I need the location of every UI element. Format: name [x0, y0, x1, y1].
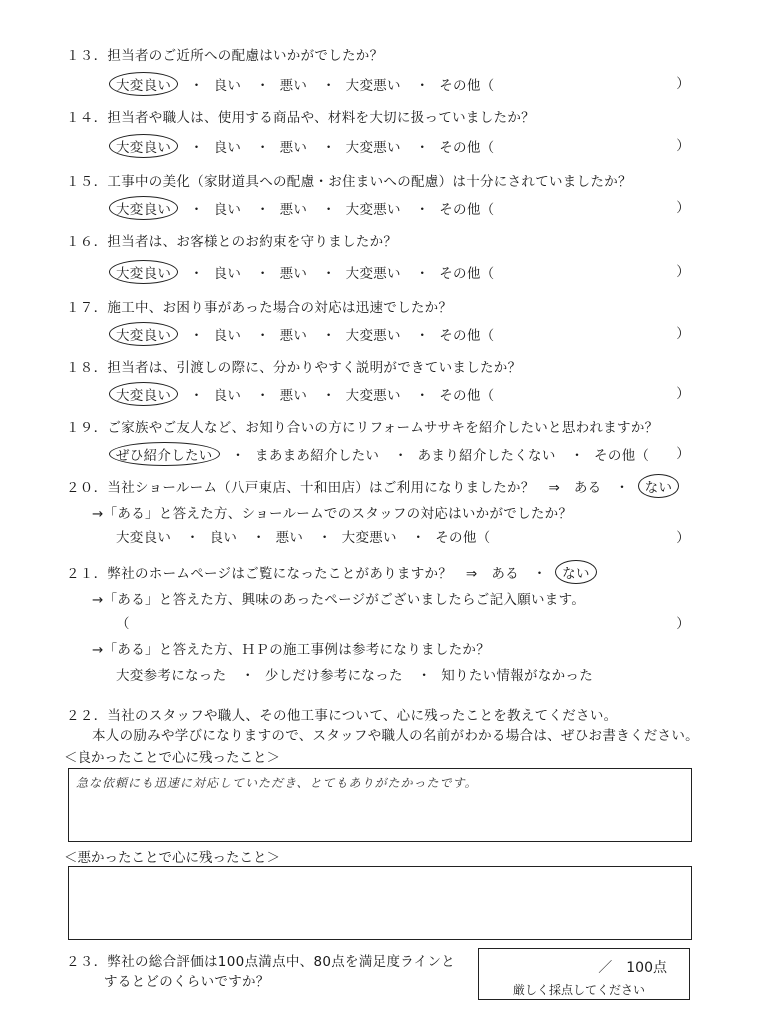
open-paren: （: [116, 616, 130, 632]
option[interactable]: 悪い: [279, 78, 308, 94]
options-20: 大変良い ・ 良い ・ 悪い ・ 大変悪い ・ その他（ ）: [116, 526, 706, 546]
question-22: ２２．当社のスタッフや職人、その他工事について、心に残ったことを教えてください。: [66, 708, 618, 724]
question-15: １５．工事中の美化（家財道具への配慮・お住まいへの配慮）は十分にされていましたか？: [66, 174, 632, 190]
question-19: １９．ご家族やご友人など、お知り合いの方にリフォームササキを紹介したいと思われますか？: [66, 420, 659, 436]
option-circled[interactable]: ぜひ紹介したい: [109, 442, 220, 466]
options-16: 大変良い ・ 良い ・ 悪い ・ 大変悪い ・ その他（ ）: [116, 260, 706, 284]
close-paren: ）: [676, 76, 690, 92]
option[interactable]: 悪い: [279, 328, 308, 344]
option-circled[interactable]: 大変良い: [109, 134, 178, 158]
option[interactable]: 知りたい情報がなかった: [441, 668, 594, 684]
option[interactable]: まあまあ紹介したい: [255, 448, 380, 464]
option[interactable]: 悪い: [279, 202, 308, 218]
question-13: １３．担当者のご近所への配慮はいかがでしたか？: [66, 48, 384, 64]
option[interactable]: その他（: [435, 530, 491, 546]
question-22-note: 本人の励みや学びになりますので、スタッフや職人の名前がわかる場合は、ぜひお書きください。: [92, 728, 699, 744]
question-20: [66, 474, 676, 498]
question-20-sub: →「ある」と答えた方、ショールームでのスタッフの対応はいかがでしたか？: [92, 506, 573, 522]
option[interactable]: その他（: [439, 266, 495, 282]
question-23: ２３．弊社の総合評価は100点満点中、80点を満足度ラインと: [66, 954, 456, 970]
option[interactable]: あまり紹介したくない: [417, 448, 556, 464]
options-19: ぜひ紹介したい ・ まあまあ紹介したい ・ あまり紹介したくない ・ その他（ ）: [116, 442, 706, 466]
options-17: 大変良い ・ 良い ・ 悪い ・ 大変悪い ・ その他（ ）: [116, 322, 706, 346]
option[interactable]: 悪い: [279, 388, 308, 404]
option[interactable]: 良い: [213, 140, 242, 156]
option[interactable]: 良い: [213, 202, 242, 218]
option[interactable]: 良い: [213, 78, 242, 94]
option[interactable]: 良い: [213, 388, 242, 404]
option-circled[interactable]: 大変良い: [109, 196, 178, 220]
option[interactable]: 大変悪い: [345, 78, 401, 94]
question-20-text: ２０．当社ショールーム（八戸東店、十和田店）はご利用になりましたか？ ⇒ ある ・: [66, 480, 630, 496]
close-paren: ）: [676, 326, 690, 342]
option[interactable]: その他（: [439, 202, 495, 218]
bad-comment-box[interactable]: [68, 866, 692, 940]
close-paren: ）: [676, 200, 690, 216]
close-paren: ）: [676, 386, 690, 402]
option[interactable]: 悪い: [279, 266, 308, 282]
option-circled[interactable]: 大変良い: [109, 322, 178, 346]
option[interactable]: 大変悪い: [345, 202, 401, 218]
question-21-sub2: →「ある」と答えた方、ＨＰの施工事例は参考になりましたか？: [92, 642, 491, 658]
options-21: 大変参考になった ・ 少しだけ参考になった ・ 知りたい情報がなかった: [116, 668, 594, 684]
option[interactable]: その他（: [439, 388, 495, 404]
question-18: １８．担当者は、引渡しの際に、分かりやすく説明ができていましたか？: [66, 360, 522, 376]
option[interactable]: その他（: [439, 78, 495, 94]
score-box[interactable]: [478, 948, 690, 1000]
option[interactable]: 大変悪い: [345, 388, 401, 404]
option[interactable]: 大変悪い: [341, 530, 397, 546]
option[interactable]: 大変参考になった: [116, 668, 227, 684]
question-21-text: ２１．弊社のホームページはご覧になったことがありますか？ ⇒ ある ・: [66, 566, 547, 582]
option[interactable]: 大変悪い: [345, 266, 401, 282]
option[interactable]: 大変悪い: [345, 140, 401, 156]
option[interactable]: 悪い: [275, 530, 304, 546]
option[interactable]: 良い: [213, 328, 242, 344]
option[interactable]: 良い: [209, 530, 238, 546]
bad-label: ＜悪かったことで心に残ったこと＞: [64, 850, 280, 866]
option[interactable]: 良い: [213, 266, 242, 282]
option-circled[interactable]: 大変良い: [109, 382, 178, 406]
good-comment-text: 急な依頼にも迅速に対応していただき、とてもありがたかったです。: [76, 776, 478, 790]
question-21: [66, 560, 594, 584]
option[interactable]: その他（: [439, 140, 495, 156]
score-note: 厳しく採点してください: [513, 983, 646, 997]
option[interactable]: 悪い: [279, 140, 308, 156]
question-17: １７．施工中、お困り事があった場合の対応は迅速でしたか？: [66, 300, 453, 316]
close-paren: ）: [676, 264, 690, 280]
close-paren: ）: [676, 138, 690, 154]
close-paren: ）: [676, 446, 690, 462]
question-21-sub1: →「ある」と答えた方、興味のあったページがございましたらご記入願います。: [92, 592, 586, 608]
answer-circled[interactable]: ない: [638, 474, 680, 498]
good-label: ＜良かったことで心に残ったこと＞: [64, 750, 280, 766]
option-circled[interactable]: 大変良い: [109, 260, 178, 284]
close-paren: ）: [676, 530, 690, 546]
score-value: ／ 100点: [598, 960, 667, 976]
option[interactable]: 大変良い: [116, 530, 172, 546]
answer-circled[interactable]: ない: [555, 560, 597, 584]
option[interactable]: その他（: [439, 328, 495, 344]
question-16: １６．担当者は、お客様とのお約束を守りましたか？: [66, 234, 398, 250]
option[interactable]: その他（: [594, 448, 650, 464]
option[interactable]: 大変悪い: [345, 328, 401, 344]
question-23-line2: するとどのくらいですか？: [104, 974, 270, 990]
options-14: 大変良い ・ 良い ・ 悪い ・ 大変悪い ・ その他（ ）: [116, 134, 706, 158]
question-21-blank: [116, 612, 706, 632]
question-14: １４．担当者や職人は、使用する商品や、材料を大切に扱っていましたか？: [66, 110, 535, 126]
close-paren: ）: [676, 616, 690, 632]
options-13: 大変良い ・ 良い ・ 悪い ・ 大変悪い ・ その他（ ）: [116, 72, 706, 96]
options-18: 大変良い ・ 良い ・ 悪い ・ 大変悪い ・ その他（ ）: [116, 382, 706, 406]
options-15: 大変良い ・ 良い ・ 悪い ・ 大変悪い ・ その他（ ）: [116, 196, 706, 220]
option-circled[interactable]: 大変良い: [109, 72, 178, 96]
option[interactable]: 少しだけ参考になった: [264, 668, 403, 684]
